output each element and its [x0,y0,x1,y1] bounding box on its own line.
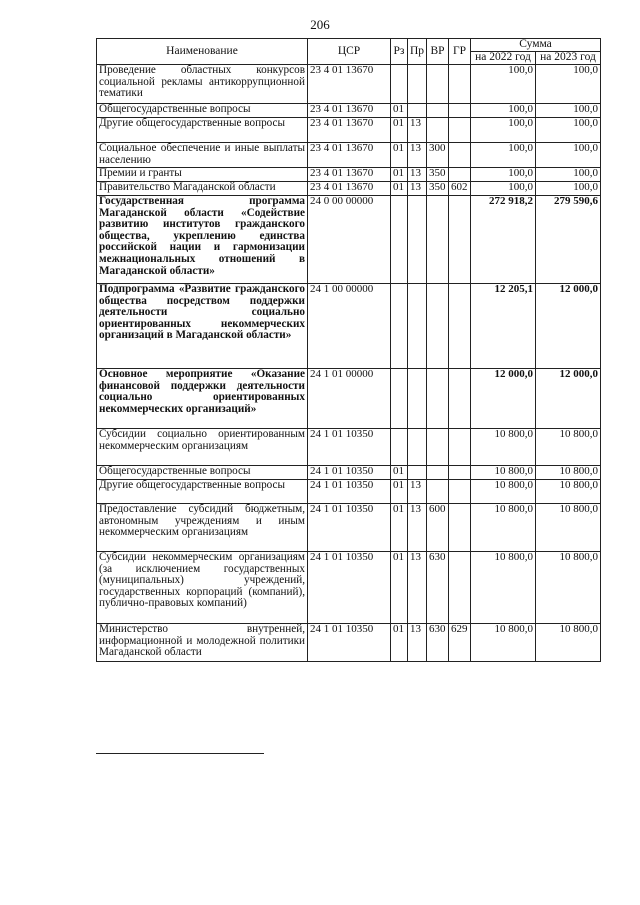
row-pr [408,466,427,480]
row-amount-2023: 10 800,0 [536,466,601,480]
row-rz [391,429,408,466]
header-csr: ЦСР [308,39,391,65]
row-amount-2022: 100,0 [471,143,536,168]
row-gr [449,118,471,143]
row-gr [449,284,471,369]
row-rz: 01 [391,143,408,168]
row-amount-2023: 10 800,0 [536,552,601,624]
row-pr: 13 [408,552,427,624]
row-gr [449,104,471,118]
row-pr [408,196,427,284]
row-csr: 24 1 01 10350 [308,466,391,480]
row-amount-2022: 12 000,0 [471,369,536,429]
row-name: Другие общегосударственные вопросы [97,480,308,504]
row-rz: 01 [391,168,408,182]
row-name: Подпрограмма «Развитие гражданского общества посредством поддержки деятельности социально ориентированных некоммерческих организаций в Магаданской области» [97,284,308,369]
row-csr: 24 1 01 10350 [308,504,391,552]
row-vr [427,65,449,104]
row-rz: 01 [391,182,408,196]
row-name: Общегосударственные вопросы [97,466,308,480]
row-pr: 13 [408,118,427,143]
row-amount-2022: 100,0 [471,65,536,104]
row-csr: 23 4 01 13670 [308,182,391,196]
row-csr: 23 4 01 13670 [308,65,391,104]
table-row [97,480,601,504]
row-name: Проведение областных конкурсов социальной рекламы антикоррупционной тематики [97,65,308,104]
row-vr [427,196,449,284]
row-name: Субсидии социально ориентированным некоммерческим организациям [97,429,308,466]
row-rz: 01 [391,118,408,143]
row-gr [449,369,471,429]
row-pr [408,104,427,118]
row-gr [449,466,471,480]
row-vr: 350 [427,182,449,196]
row-gr: 602 [449,182,471,196]
row-vr [427,284,449,369]
row-rz [391,196,408,284]
row-vr [427,369,449,429]
table-row [97,182,601,196]
row-rz: 01 [391,624,408,662]
row-amount-2022: 10 800,0 [471,466,536,480]
row-vr [427,466,449,480]
row-name: Общегосударственные вопросы [97,104,308,118]
table-row [97,552,601,624]
row-rz: 01 [391,480,408,504]
row-rz: 01 [391,504,408,552]
row-vr: 630 [427,624,449,662]
row-gr [449,168,471,182]
table-row [97,104,601,118]
header-pr: Пр [408,39,427,65]
row-pr [408,284,427,369]
table-row [97,466,601,480]
row-gr [449,504,471,552]
row-pr [408,369,427,429]
header-2022: на 2022 год [471,52,536,65]
row-vr: 600 [427,504,449,552]
row-name: Другие общегосударственные вопросы [97,118,308,143]
row-amount-2023: 10 800,0 [536,624,601,662]
header-sum: Сумма [471,39,601,52]
row-vr [427,429,449,466]
table-row [97,65,601,104]
table-row [97,196,601,284]
row-amount-2022: 272 918,2 [471,196,536,284]
table-body [97,65,601,662]
row-name: Социальное обеспечение и иные выплаты населению [97,143,308,168]
row-name: Субсидии некоммерческим организациям (за исключением государственных (муниципальных) учреждений, государственных корпораций (компаний), публично-правовых компаний) [97,552,308,624]
table-row [97,504,601,552]
page-number: 206 [310,17,330,32]
row-csr: 24 1 01 10350 [308,624,391,662]
row-name: Премии и гранты [97,168,308,182]
row-amount-2022: 10 800,0 [471,480,536,504]
row-name: Предоставление субсидий бюджетным, автономным учреждениям и иным некоммерческим организациям [97,504,308,552]
row-pr [408,65,427,104]
row-gr [449,429,471,466]
row-vr: 300 [427,143,449,168]
row-csr: 23 4 01 13670 [308,118,391,143]
header-gr: ГР [449,39,471,65]
row-amount-2022: 12 205,1 [471,284,536,369]
row-amount-2022: 100,0 [471,168,536,182]
row-csr: 24 0 00 00000 [308,196,391,284]
row-name: Государственная программа Магаданской области «Содействие развитию институтов гражданского общества, укреплению единства российской нации и гармонизации межнациональных отношений в Магаданской области» [97,196,308,284]
row-amount-2022: 100,0 [471,104,536,118]
row-amount-2023: 100,0 [536,118,601,143]
row-vr [427,480,449,504]
table-row [97,118,601,143]
row-pr: 13 [408,504,427,552]
row-amount-2023: 100,0 [536,168,601,182]
row-csr: 24 1 01 10350 [308,480,391,504]
row-name: Министерство внутренней, информационной и молодежной политики Магаданской области [97,624,308,662]
row-vr [427,104,449,118]
row-rz: 01 [391,552,408,624]
row-amount-2022: 10 800,0 [471,552,536,624]
table-row [97,143,601,168]
row-gr [449,65,471,104]
header-name: Наименование [97,39,308,65]
row-csr: 23 4 01 13670 [308,168,391,182]
row-rz: 01 [391,104,408,118]
row-amount-2022: 10 800,0 [471,429,536,466]
header-rz: Рз [391,39,408,65]
row-gr [449,143,471,168]
row-rz [391,65,408,104]
row-pr [408,429,427,466]
footnote-rule [96,753,264,754]
row-amount-2023: 10 800,0 [536,429,601,466]
row-name: Правительство Магаданской области [97,182,308,196]
row-gr: 629 [449,624,471,662]
row-gr [449,552,471,624]
row-amount-2023: 100,0 [536,143,601,168]
row-pr: 13 [408,143,427,168]
row-amount-2023: 10 800,0 [536,480,601,504]
row-amount-2023: 100,0 [536,104,601,118]
table-row [97,168,601,182]
row-vr [427,118,449,143]
row-amount-2022: 100,0 [471,182,536,196]
row-amount-2022: 10 800,0 [471,624,536,662]
row-pr: 13 [408,624,427,662]
table-row [97,369,601,429]
row-amount-2023: 10 800,0 [536,504,601,552]
row-csr: 24 1 00 00000 [308,284,391,369]
row-amount-2023: 100,0 [536,65,601,104]
row-amount-2023: 100,0 [536,182,601,196]
row-csr: 23 4 01 13670 [308,104,391,118]
table-row [97,284,601,369]
row-pr: 13 [408,182,427,196]
row-csr: 24 1 01 00000 [308,369,391,429]
row-gr [449,480,471,504]
row-pr: 13 [408,480,427,504]
row-vr: 350 [427,168,449,182]
row-pr: 13 [408,168,427,182]
row-rz [391,284,408,369]
table-row [97,624,601,662]
row-amount-2023: 279 590,6 [536,196,601,284]
row-amount-2022: 10 800,0 [471,504,536,552]
budget-table [96,38,601,662]
row-csr: 24 1 01 10350 [308,552,391,624]
row-csr: 23 4 01 13670 [308,143,391,168]
row-rz [391,369,408,429]
row-name: Основное мероприятие «Оказание финансовой поддержки деятельности социально ориентированных некоммерческих организаций» [97,369,308,429]
row-csr: 24 1 01 10350 [308,429,391,466]
header-vr: ВР [427,39,449,65]
row-rz: 01 [391,466,408,480]
row-amount-2023: 12 000,0 [536,284,601,369]
row-gr [449,196,471,284]
row-vr: 630 [427,552,449,624]
table-row [97,429,601,466]
row-amount-2023: 12 000,0 [536,369,601,429]
header-2023: на 2023 год [536,52,601,65]
row-amount-2022: 100,0 [471,118,536,143]
